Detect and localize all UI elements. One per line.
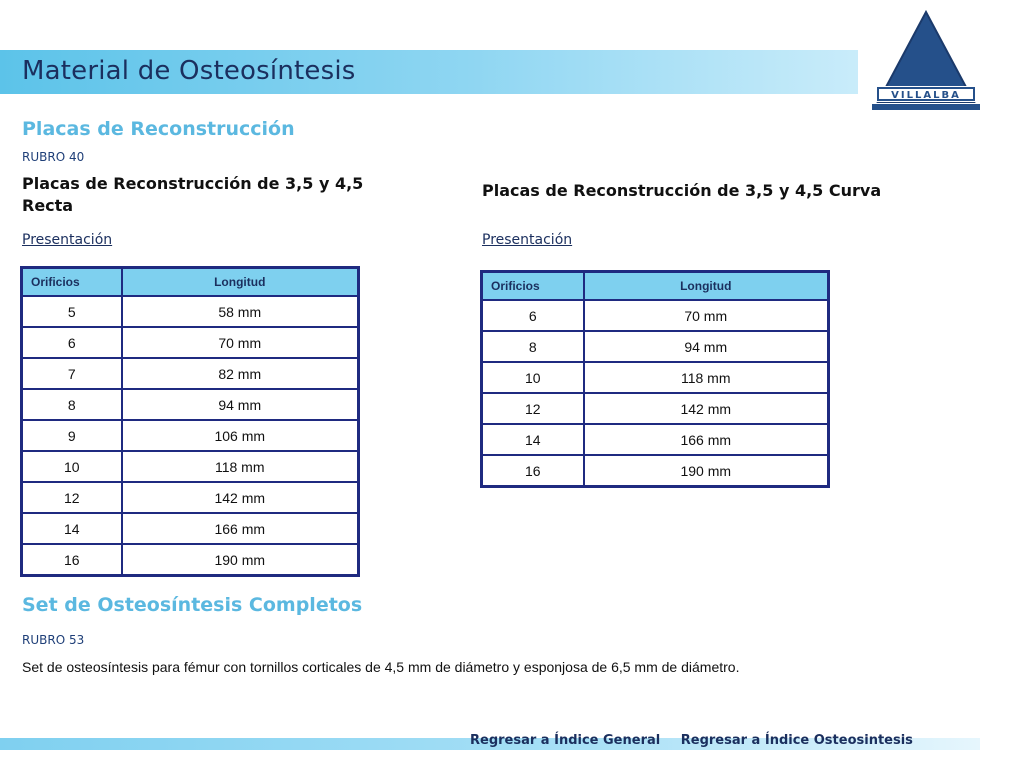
cell-orificios: 8 (22, 389, 122, 420)
cell-longitud: 70 mm (122, 327, 359, 358)
left-heading-line1: Placas de Reconstrucción de 3,5 y 4,5 (22, 174, 364, 193)
table-row (22, 327, 359, 358)
footer-links (470, 733, 929, 748)
cell-longitud: 58 mm (122, 296, 359, 327)
section-title-placas: Placas de Reconstrucción (22, 118, 295, 140)
table-row (482, 393, 829, 424)
table-recta (20, 266, 360, 577)
rubro-53: RUBRO 53 (22, 633, 85, 647)
cell-longitud: 94 mm (584, 331, 829, 362)
table-row (22, 544, 359, 576)
table-row (482, 424, 829, 455)
cell-orificios: 12 (482, 393, 584, 424)
left-presentacion: Presentación (22, 232, 113, 248)
link-indice-osteosintesis[interactable]: Regresar a Índice Osteosintesis (680, 733, 913, 748)
set-description: Set de osteosíntesis para fémur con tornillos corticales de 4,5 mm de diámetro y esponjosa de 6,5 mm de diámetro. (22, 659, 740, 675)
cell-orificios: 6 (482, 300, 584, 331)
cell-longitud: 82 mm (122, 358, 359, 389)
col-longitud: Longitud (122, 268, 359, 297)
table-row (22, 482, 359, 513)
cell-orificios: 9 (22, 420, 122, 451)
section-title-sets: Set de Osteosíntesis Completos (22, 594, 363, 616)
cell-orificios: 6 (22, 327, 122, 358)
cell-longitud: 190 mm (122, 544, 359, 576)
table-row (482, 362, 829, 393)
cell-orificios: 12 (22, 482, 122, 513)
table-row (482, 331, 829, 362)
table-header-row (482, 272, 829, 301)
cell-orificios: 14 (22, 513, 122, 544)
cell-orificios: 14 (482, 424, 584, 455)
cell-longitud: 70 mm (584, 300, 829, 331)
logo-text: VILLALBA (891, 90, 961, 101)
table-row (22, 451, 359, 482)
cell-longitud: 142 mm (122, 482, 359, 513)
cell-longitud: 166 mm (122, 513, 359, 544)
col-longitud: Longitud (584, 272, 829, 301)
right-presentacion: Presentación (482, 232, 573, 248)
table-row (22, 358, 359, 389)
cell-orificios: 8 (482, 331, 584, 362)
page-title: Material de Osteosíntesis (22, 56, 356, 86)
cell-orificios: 5 (22, 296, 122, 327)
cell-orificios: 10 (22, 451, 122, 482)
table-row (22, 389, 359, 420)
table-recta-body (22, 296, 359, 576)
cell-longitud: 118 mm (122, 451, 359, 482)
cell-longitud: 190 mm (584, 455, 829, 487)
cell-longitud: 106 mm (122, 420, 359, 451)
cell-longitud: 142 mm (584, 393, 829, 424)
col-orificios: Orificios (22, 268, 122, 297)
link-indice-general[interactable]: Regresar a Índice General (470, 733, 661, 748)
table-row (482, 300, 829, 331)
right-heading: Placas de Reconstrucción de 3,5 y 4,5 Curva (482, 181, 882, 200)
table-row (482, 455, 829, 487)
table-header-row (22, 268, 359, 297)
table-row (22, 513, 359, 544)
left-heading-line2: Recta (22, 196, 74, 215)
cell-longitud: 118 mm (584, 362, 829, 393)
table-row (22, 296, 359, 327)
cell-orificios: 16 (482, 455, 584, 487)
rubro-40: RUBRO 40 (22, 150, 85, 164)
table-curva-body (482, 300, 829, 487)
table-curva (480, 270, 830, 488)
left-heading (22, 173, 402, 217)
col-orificios: Orificios (482, 272, 584, 301)
cell-longitud: 94 mm (122, 389, 359, 420)
cell-orificios: 10 (482, 362, 584, 393)
villalba-logo (870, 10, 982, 112)
cell-orificios: 7 (22, 358, 122, 389)
cell-orificios: 16 (22, 544, 122, 576)
cell-longitud: 166 mm (584, 424, 829, 455)
table-row (22, 420, 359, 451)
